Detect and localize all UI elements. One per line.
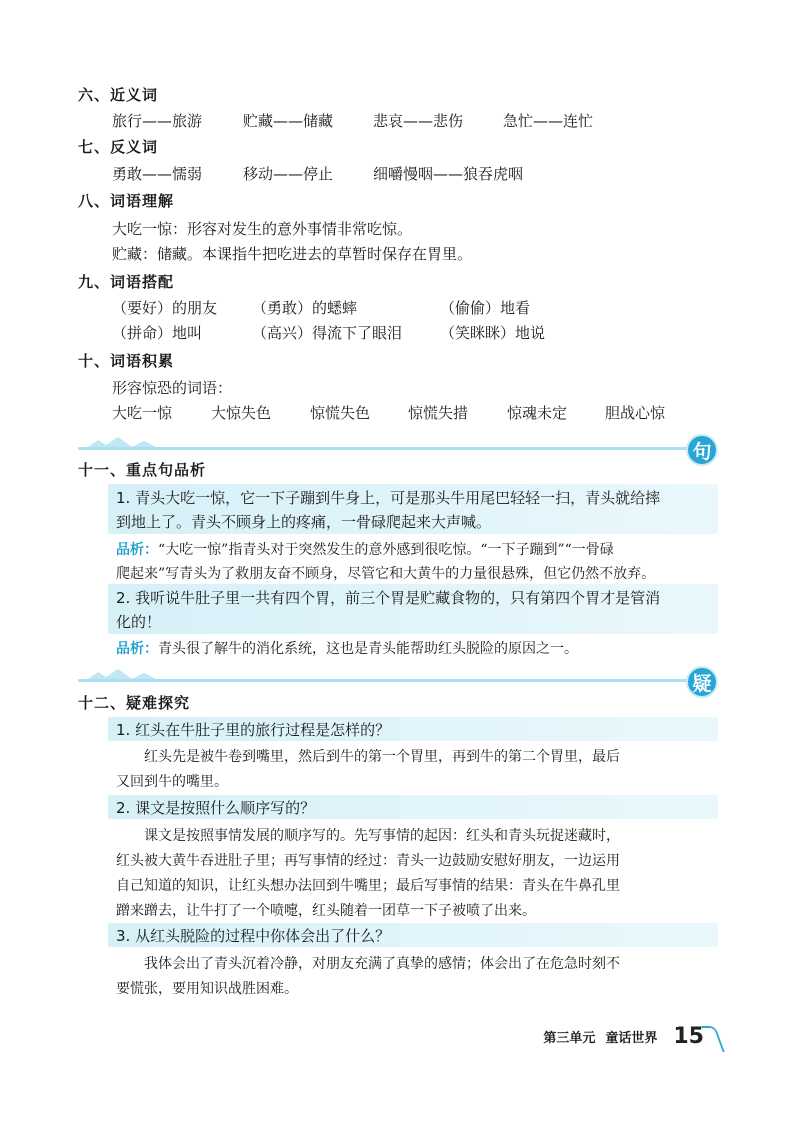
synonym-pair: 旅行——旅游 — [112, 112, 203, 130]
definition-line: 贮藏：储藏。本课指牛把吃进去的草暂时保存在胃里。 — [112, 245, 473, 263]
collocation-item: （拼命）地叫 — [112, 324, 203, 342]
answer-line: 红头先是被牛卷到嘴里，然后到牛的第一个胃里，再到牛的第二个胃里，最后 — [144, 749, 620, 765]
analysis-text: 青头很了解牛的消化系统，这也是青头能帮助红头脱险的原因之一。 — [158, 641, 578, 657]
divider-line — [78, 679, 690, 682]
section-title-synonyms: 六、近义词 — [78, 86, 159, 104]
analysis-text: “大吃一惊”指青头对于突然发生的意外感到很吃惊。“一下子蹦到”“一骨碌 — [158, 542, 614, 558]
section-title-antonyms: 七、反义词 — [78, 138, 159, 156]
key-sentence-line: 化的！ — [116, 613, 162, 631]
synonym-pair: 悲哀——悲伤 — [373, 112, 464, 130]
synonym-pair: 急忙——连忙 — [503, 112, 594, 130]
collocation-item: （偷偷）地看 — [440, 299, 531, 317]
antonym-pair: 移动——停止 — [243, 165, 334, 183]
collocation-item: （高兴）得流下了眼泪 — [252, 324, 403, 342]
answer-line: 要慌张，要用知识战胜困难。 — [116, 981, 298, 997]
antonym-pair: 细嚼慢咽——狼吞虎咽 — [373, 165, 524, 183]
answer-line: 我体会出了青头沉着冷静，对朋友充满了真挚的感情；体会出了在危急时刻不 — [144, 956, 620, 972]
analysis-label: 品析： — [116, 641, 158, 657]
antonym-pair: 勇敢——懦弱 — [112, 165, 203, 183]
theme-label: 童话世界 — [605, 1030, 658, 1046]
page-number: 15 — [667, 1024, 720, 1049]
idiom-word: 大吃一惊 — [112, 404, 173, 422]
definition-line: 大吃一惊：形容对发生的意外事情非常吃惊。 — [112, 220, 413, 238]
question-text: 3. 从红头脱险的过程中你体会出了什么？ — [116, 927, 391, 945]
answer-line: 红头被大黄牛吞进肚子里；再写事情的经过：青头一边鼓励安慰好朋友，一边运用 — [116, 853, 620, 869]
question-text: 1. 红头在牛肚子里的旅行过程是怎样的？ — [116, 721, 391, 739]
idiom-word: 胆战心惊 — [605, 404, 666, 422]
section-title-key-sentences: 十一、重点句品析 — [78, 461, 207, 479]
idiom-word: 惊魂未定 — [507, 404, 568, 422]
answer-line: 课文是按照事情发展的顺序写的。先写事情的起因：红头和青头玩捉迷藏时， — [144, 828, 620, 844]
idiom-word: 惊慌失措 — [408, 404, 469, 422]
idiom-word: 惊慌失色 — [310, 404, 371, 422]
question-badge-icon: 疑 — [686, 666, 718, 698]
key-sentence-line: 到地上了。青头不顾身上的疼痛，一骨碌爬起来大声喊。 — [116, 513, 492, 531]
answer-line: 又回到牛的嘴里。 — [116, 774, 228, 790]
synonym-pair: 贮藏——储藏 — [243, 112, 334, 130]
analysis-line: 爬起来”写青头为了救朋友奋不顾身，尽管它和大黄牛的力量很悬殊，但它仍然不放弃。 — [116, 566, 656, 582]
answer-line: 蹭来蹭去，让牛打了一个喷嚏，红头随着一团草一下子被喷了出来。 — [116, 903, 536, 919]
collocation-item: （勇敢）的蟋蟀 — [252, 299, 358, 317]
section-title-word-understanding: 八、词语理解 — [78, 192, 175, 210]
key-sentence-line: 1. 青头大吃一惊，它一下子蹦到牛身上，可是那头牛用尾巴轻轻一扫，青头就给摔 — [116, 489, 661, 507]
answer-line: 自己知道的知识，让红头想办法回到牛嘴里；最后写事情的结果：青头在牛鼻孔里 — [116, 878, 620, 894]
key-sentence-line: 2. 我听说牛肚子里一共有四个胃，前三个胃是贮藏食物的，只有第四个胃才是管消 — [116, 589, 661, 607]
section-title-collocation: 九、词语搭配 — [78, 273, 175, 291]
divider-line — [78, 447, 690, 450]
collocation-item: （笑眯眯）地说 — [440, 324, 546, 342]
unit-label: 第三单元 — [543, 1030, 596, 1046]
section-title-word-accumulation: 十、词语积累 — [78, 352, 175, 370]
analysis-label: 品析： — [116, 542, 158, 558]
analysis-line — [116, 638, 722, 658]
sentence-badge-icon: 句 — [686, 434, 718, 466]
analysis-line — [116, 539, 722, 559]
accumulation-intro: 形容惊恐的词语： — [112, 379, 233, 397]
collocation-item: （要好）的朋友 — [112, 299, 218, 317]
page-footer — [543, 1022, 720, 1050]
section-title-difficult-questions: 十二、疑难探究 — [78, 694, 191, 712]
question-text: 2. 课文是按照什么顺序写的？ — [116, 799, 316, 817]
idiom-word: 大惊失色 — [211, 404, 272, 422]
